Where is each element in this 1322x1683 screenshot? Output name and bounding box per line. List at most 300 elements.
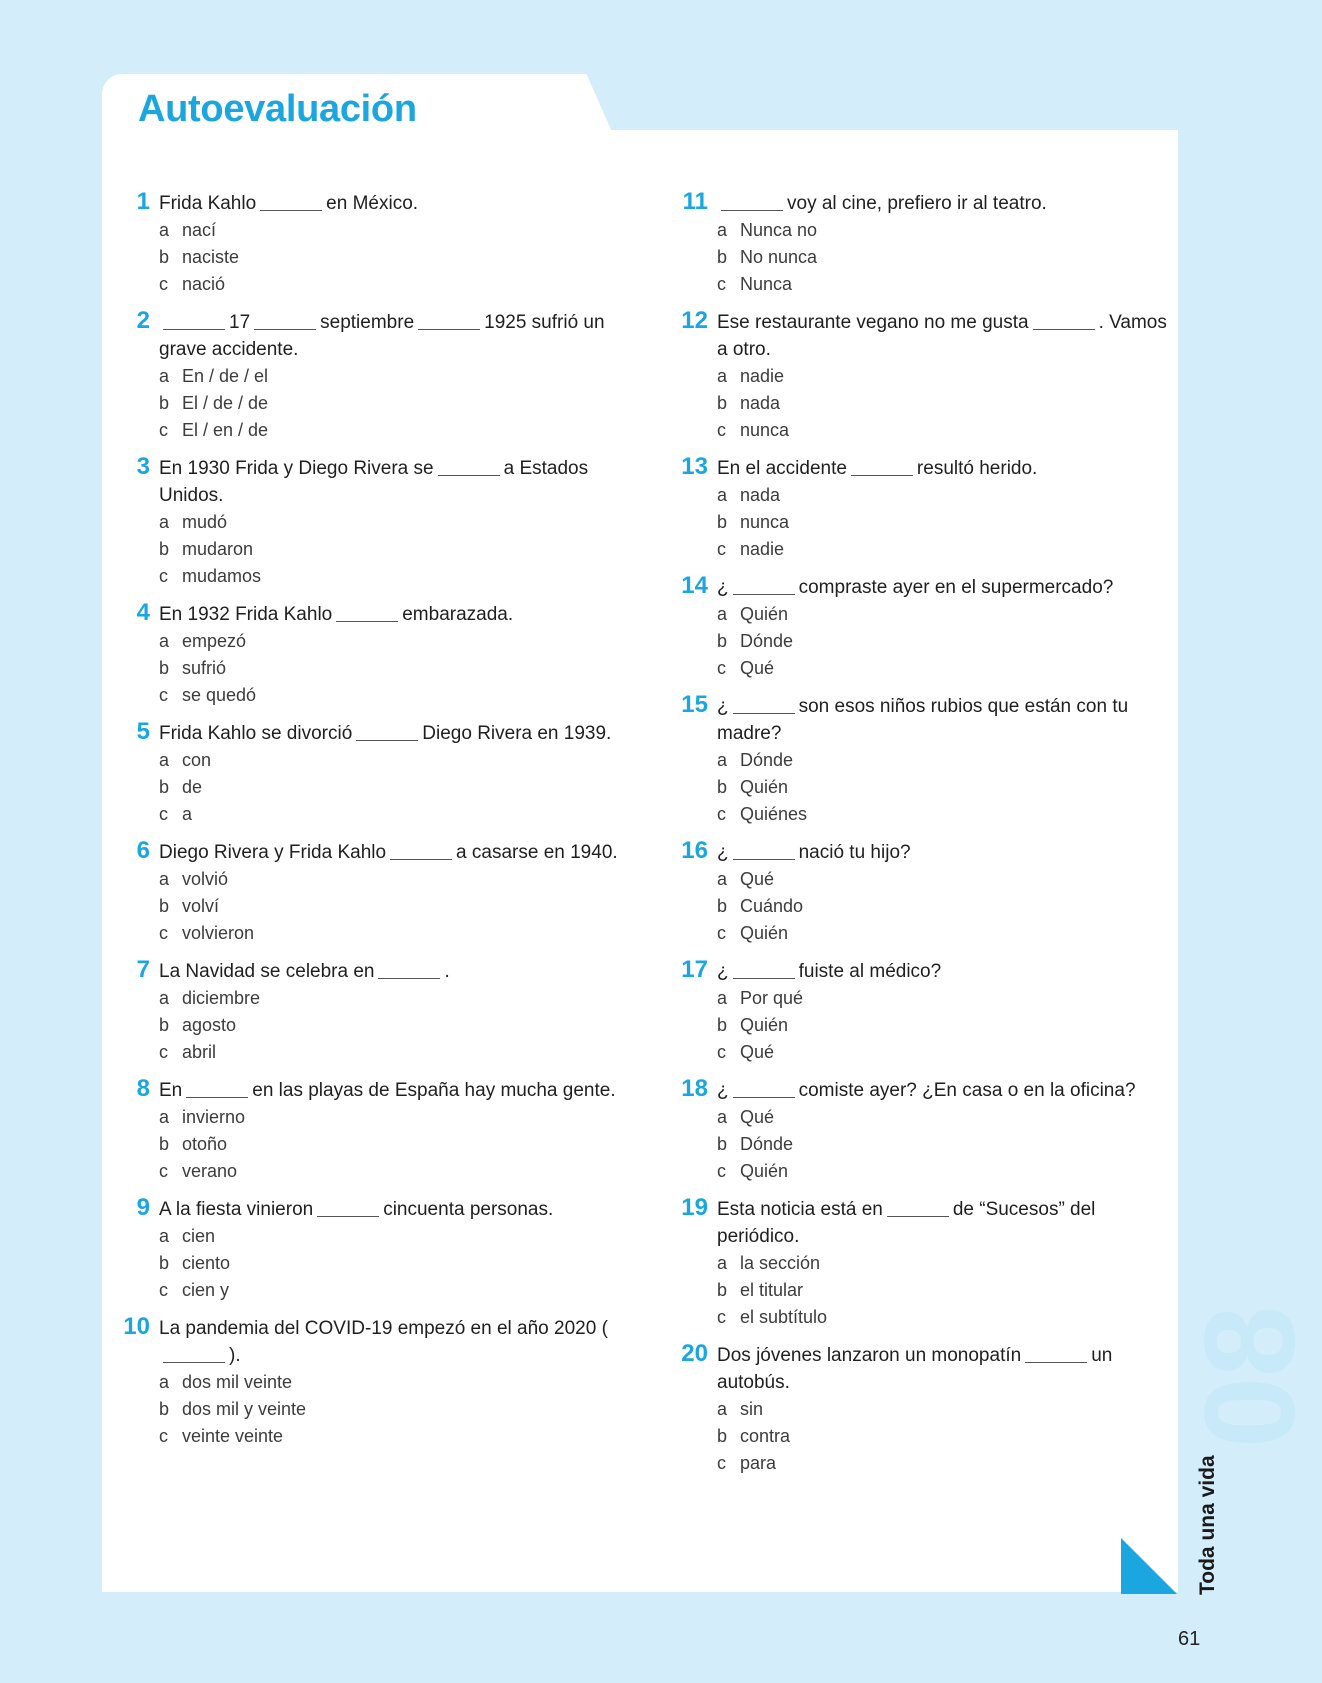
option-letter: c <box>717 1453 726 1473</box>
question-text-part: septiembre <box>320 312 415 333</box>
question-item <box>672 958 1168 1066</box>
option-text: cien <box>182 1226 216 1246</box>
option-letter: c <box>717 804 726 824</box>
option-text: Quién <box>740 1015 789 1035</box>
answer-blank <box>733 859 795 860</box>
answer-option <box>159 244 624 271</box>
answer-option <box>717 217 1168 244</box>
question-number: 19 <box>681 1194 708 1221</box>
question-number: 6 <box>136 837 150 864</box>
answer-blank <box>733 978 795 979</box>
question-text-part: voy al cine, prefiero ir al teatro. <box>787 193 1047 214</box>
question-item <box>672 839 1168 947</box>
option-letter: c <box>717 1161 726 1181</box>
option-text: invierno <box>182 1107 246 1127</box>
answer-option <box>717 1012 1168 1039</box>
option-text: Qué <box>740 1042 775 1062</box>
unit-number: 08 <box>1179 1305 1322 1448</box>
answer-option <box>717 747 1168 774</box>
answer-option <box>717 1104 1168 1131</box>
question-text <box>159 958 624 985</box>
question-number: 7 <box>136 956 150 983</box>
option-text: Quién <box>740 923 789 943</box>
question-text-part: Ese restaurante vegano no me gusta <box>717 312 1029 333</box>
option-text: Dónde <box>740 1134 794 1154</box>
option-letter: c <box>717 658 726 678</box>
option-text: contra <box>740 1426 791 1446</box>
option-text: para <box>740 1453 777 1473</box>
option-letter: b <box>159 1253 170 1273</box>
question-text-part: A la fiesta vinieron <box>159 1199 314 1220</box>
question-text-part: fuiste al médico? <box>798 961 942 982</box>
answer-option <box>159 1250 624 1277</box>
answer-blank <box>163 1362 225 1363</box>
answer-option <box>717 390 1168 417</box>
question-text <box>717 839 1168 866</box>
question-text-part: En el accidente <box>717 458 847 479</box>
answer-option <box>159 1369 624 1396</box>
option-letter: c <box>159 1042 168 1062</box>
answer-option <box>717 244 1168 271</box>
answer-option <box>159 363 624 390</box>
answer-option <box>159 774 624 801</box>
option-text: otoño <box>182 1134 228 1154</box>
option-text: diciembre <box>182 988 261 1008</box>
answer-blank <box>887 1216 949 1217</box>
option-letter: c <box>159 1426 168 1446</box>
option-letter: a <box>717 750 728 770</box>
option-text: nací <box>182 220 217 240</box>
answer-blank <box>336 621 398 622</box>
question-item <box>114 958 624 1066</box>
option-letter: b <box>159 247 170 267</box>
option-text: cien y <box>182 1280 230 1300</box>
question-text <box>717 574 1168 601</box>
question-number: 10 <box>123 1313 150 1340</box>
answer-option <box>717 628 1168 655</box>
question-text-part: ¿ <box>717 961 729 982</box>
option-letter: b <box>717 512 728 532</box>
question-item <box>114 190 624 298</box>
option-letter: a <box>159 1372 170 1392</box>
question-number: 20 <box>681 1340 708 1367</box>
answer-option <box>717 1131 1168 1158</box>
question-text-part: resultó herido. <box>916 458 1038 479</box>
question-text-part: embarazada. <box>402 604 514 625</box>
question-text <box>159 455 624 509</box>
option-letter: b <box>159 393 170 413</box>
question-text-part: 1925 sufrió un grave accidente. <box>159 312 605 360</box>
question-number: 13 <box>681 453 708 480</box>
option-text: sufrió <box>182 658 227 678</box>
option-letter: b <box>159 1134 170 1154</box>
question-text <box>717 1196 1168 1250</box>
question-number: 17 <box>681 956 708 983</box>
option-text: verano <box>182 1161 238 1181</box>
answer-option <box>717 417 1168 444</box>
question-text <box>717 1342 1168 1396</box>
option-text: dos mil veinte <box>182 1372 293 1392</box>
answer-option <box>717 985 1168 1012</box>
option-text: sin <box>740 1399 764 1419</box>
question-text <box>159 309 624 363</box>
answer-option <box>159 390 624 417</box>
question-number: 1 <box>136 188 150 215</box>
option-letter: c <box>159 1161 168 1181</box>
question-text <box>159 601 624 628</box>
question-item <box>114 601 624 709</box>
answer-option <box>717 774 1168 801</box>
option-letter: c <box>159 420 168 440</box>
question-number: 3 <box>136 453 150 480</box>
question-text-part: . <box>444 961 450 982</box>
option-letter: b <box>717 631 728 651</box>
option-letter: c <box>159 685 168 705</box>
answer-option <box>159 563 624 590</box>
option-text: Quién <box>740 777 789 797</box>
answer-option <box>717 1250 1168 1277</box>
answer-option <box>717 601 1168 628</box>
question-text <box>159 1077 624 1104</box>
option-text: mudamos <box>182 566 262 586</box>
question-item <box>672 1342 1168 1477</box>
option-letter: c <box>717 420 726 440</box>
answer-option <box>159 1039 624 1066</box>
answer-blank <box>1033 329 1095 330</box>
option-text: nada <box>740 485 781 505</box>
answer-option <box>159 509 624 536</box>
option-letter: b <box>159 658 170 678</box>
question-text-part: cincuenta personas. <box>383 1199 554 1220</box>
question-text-part: ). <box>229 1345 241 1366</box>
answer-option <box>159 628 624 655</box>
answer-option <box>717 1158 1168 1185</box>
answer-option <box>159 1158 624 1185</box>
option-text: naciste <box>182 247 240 267</box>
option-text: Qué <box>740 869 775 889</box>
option-letter: b <box>717 1426 728 1446</box>
answer-option <box>159 655 624 682</box>
option-text: el titular <box>740 1280 804 1300</box>
option-text: nada <box>740 393 781 413</box>
question-item <box>114 309 624 444</box>
question-text-part: son esos niños rubios que están con tu madre? <box>717 696 1129 744</box>
option-letter: a <box>717 485 728 505</box>
question-text-part: Diego Rivera en 1939. <box>422 723 612 744</box>
question-text-part: La pandemia del COVID-19 empezó en el año 2020 ( <box>159 1318 608 1339</box>
option-text: a <box>182 804 193 824</box>
question-item <box>114 1315 624 1450</box>
question-text <box>717 309 1168 363</box>
option-letter: b <box>159 777 170 797</box>
option-letter: c <box>717 274 726 294</box>
question-text-part: Dos jóvenes lanzaron un monopatín <box>717 1345 1022 1366</box>
answer-option <box>717 920 1168 947</box>
answer-option <box>717 482 1168 509</box>
option-text: veinte veinte <box>182 1426 284 1446</box>
option-letter: a <box>717 220 728 240</box>
option-letter: c <box>159 566 168 586</box>
question-item <box>672 693 1168 828</box>
answer-option <box>717 271 1168 298</box>
answer-blank <box>163 329 225 330</box>
answer-blank <box>186 1097 248 1098</box>
question-text-part: comiste ayer? ¿En casa o en la oficina? <box>798 1080 1136 1101</box>
answer-blank <box>260 210 322 211</box>
question-item <box>672 455 1168 563</box>
option-letter: b <box>717 247 728 267</box>
option-letter: b <box>717 896 728 916</box>
question-item <box>672 574 1168 682</box>
answer-blank <box>418 329 480 330</box>
option-text: Nunca <box>740 274 793 294</box>
option-text: volví <box>182 896 220 916</box>
option-letter: c <box>717 1042 726 1062</box>
answer-option <box>717 363 1168 390</box>
question-text-part: compraste ayer en el supermercado? <box>798 577 1114 598</box>
question-number: 12 <box>681 307 708 334</box>
option-letter: a <box>159 1107 170 1127</box>
question-text-part: nació tu hijo? <box>798 842 911 863</box>
option-text: mudaron <box>182 539 254 559</box>
option-text: El / en / de <box>182 420 269 440</box>
question-text-part: La Navidad se celebra en <box>159 961 375 982</box>
option-text: Dónde <box>740 750 794 770</box>
question-text-part: en México. <box>326 193 419 214</box>
question-text <box>717 693 1168 747</box>
answer-option <box>717 509 1168 536</box>
answer-blank <box>378 978 440 979</box>
answer-option <box>159 1223 624 1250</box>
question-number: 14 <box>681 572 708 599</box>
corner-triangle-decoration <box>1121 1538 1177 1594</box>
question-number: 9 <box>136 1194 150 1221</box>
option-text: agosto <box>182 1015 237 1035</box>
answer-option <box>159 985 624 1012</box>
question-text <box>717 190 1168 217</box>
option-text: Cuándo <box>740 896 804 916</box>
question-text-part: un autobús. <box>717 1345 1113 1393</box>
question-item <box>672 190 1168 298</box>
option-text: El / de / de <box>182 393 269 413</box>
option-letter: a <box>159 220 170 240</box>
option-text: volvieron <box>182 923 255 943</box>
option-text: nunca <box>740 512 790 532</box>
question-number: 5 <box>136 718 150 745</box>
answer-option <box>717 536 1168 563</box>
option-letter: c <box>717 539 726 559</box>
question-item <box>672 1196 1168 1331</box>
answer-option <box>717 1277 1168 1304</box>
option-letter: a <box>159 1226 170 1246</box>
option-text: nadie <box>740 366 785 386</box>
option-letter: b <box>717 393 728 413</box>
questions-column-left <box>114 190 624 1461</box>
question-text-part: Frida Kahlo se divorció <box>159 723 353 744</box>
question-number: 2 <box>136 307 150 334</box>
question-text <box>159 839 624 866</box>
question-text <box>159 720 624 747</box>
question-item <box>114 455 624 590</box>
question-number: 15 <box>681 691 708 718</box>
question-text-part: ¿ <box>717 1080 729 1101</box>
option-letter: b <box>159 1015 170 1035</box>
answer-option <box>717 1304 1168 1331</box>
answer-option <box>159 1396 624 1423</box>
option-text: abril <box>182 1042 217 1062</box>
answer-option <box>159 536 624 563</box>
question-number: 11 <box>682 188 708 215</box>
option-letter: b <box>159 539 170 559</box>
question-text-part: ¿ <box>717 696 729 717</box>
option-text: Nunca no <box>740 220 818 240</box>
question-text-part: En 1930 Frida y Diego Rivera se <box>159 458 434 479</box>
option-letter: b <box>159 1399 170 1419</box>
option-letter: a <box>717 1399 728 1419</box>
question-text-part: En <box>159 1080 183 1101</box>
question-text-part: en las playas de España hay mucha gente. <box>252 1080 616 1101</box>
option-text: con <box>182 750 212 770</box>
answer-option <box>717 1450 1168 1477</box>
option-text: nació <box>182 274 226 294</box>
answer-blank <box>721 210 783 211</box>
question-item <box>672 309 1168 444</box>
question-item <box>114 839 624 947</box>
answer-option <box>717 893 1168 920</box>
option-letter: a <box>159 512 170 532</box>
question-text <box>159 1196 624 1223</box>
question-text <box>717 958 1168 985</box>
option-letter: c <box>717 923 726 943</box>
question-text-part: a casarse en 1940. <box>456 842 618 863</box>
question-text-part: ¿ <box>717 842 729 863</box>
question-text <box>717 1077 1168 1104</box>
option-letter: a <box>159 988 170 1008</box>
option-text: mudó <box>182 512 228 532</box>
answer-option <box>717 1423 1168 1450</box>
answer-option <box>717 1039 1168 1066</box>
option-letter: b <box>159 896 170 916</box>
question-item <box>672 1077 1168 1185</box>
option-letter: c <box>717 1307 726 1327</box>
question-text <box>717 455 1168 482</box>
answer-blank <box>733 713 795 714</box>
option-letter: a <box>717 604 728 624</box>
option-letter: c <box>159 923 168 943</box>
question-text-part: 17 <box>229 312 251 333</box>
option-letter: a <box>159 631 170 651</box>
option-letter: a <box>717 869 728 889</box>
option-letter: b <box>717 1134 728 1154</box>
answer-option <box>159 417 624 444</box>
option-letter: a <box>717 988 728 1008</box>
option-text: dos mil y veinte <box>182 1399 307 1419</box>
answer-option <box>717 655 1168 682</box>
answer-option <box>159 893 624 920</box>
answer-option <box>159 682 624 709</box>
option-letter: a <box>159 750 170 770</box>
answer-option <box>717 801 1168 828</box>
answer-option <box>159 920 624 947</box>
answer-blank <box>390 859 452 860</box>
question-text-part: En 1932 Frida Kahlo <box>159 604 333 625</box>
option-text: nunca <box>740 420 790 440</box>
answer-option <box>159 271 624 298</box>
page-number: 61 <box>1178 1628 1201 1650</box>
question-text-part: ¿ <box>717 577 729 598</box>
question-item <box>114 1077 624 1185</box>
answer-option <box>159 217 624 244</box>
question-text-part: Esta noticia está en <box>717 1199 883 1220</box>
answer-option <box>159 1131 624 1158</box>
answer-option <box>159 1277 624 1304</box>
option-text: la sección <box>740 1253 821 1273</box>
answer-blank <box>438 475 500 476</box>
questions-column-right <box>672 190 1168 1488</box>
option-letter: b <box>717 777 728 797</box>
question-text <box>159 190 624 217</box>
option-letter: a <box>717 1107 728 1127</box>
page-title: Autoevaluación <box>138 88 417 130</box>
answer-blank <box>851 475 913 476</box>
answer-option <box>159 866 624 893</box>
answer-option <box>159 1012 624 1039</box>
option-letter: c <box>159 1280 168 1300</box>
option-text: En / de / el <box>182 366 269 386</box>
option-text: el subtítulo <box>740 1307 828 1327</box>
unit-title: Toda una vida <box>1196 1455 1219 1595</box>
option-text: No nunca <box>740 247 818 267</box>
option-text: Qué <box>740 658 775 678</box>
answer-blank <box>733 594 795 595</box>
option-letter: c <box>159 274 168 294</box>
answer-blank <box>254 329 316 330</box>
option-letter: c <box>159 804 168 824</box>
option-letter: b <box>717 1280 728 1300</box>
option-letter: a <box>717 366 728 386</box>
question-text <box>159 1315 624 1369</box>
answer-option <box>717 866 1168 893</box>
answer-option <box>159 747 624 774</box>
question-item <box>114 720 624 828</box>
option-letter: b <box>717 1015 728 1035</box>
question-text-part: Frida Kahlo <box>159 193 257 214</box>
answer-option <box>717 1396 1168 1423</box>
question-text-part: de “Sucesos” del periódico. <box>717 1199 1096 1247</box>
option-text: Qué <box>740 1107 775 1127</box>
option-text: volvió <box>182 869 229 889</box>
answer-option <box>159 1423 624 1450</box>
option-letter: a <box>159 366 170 386</box>
option-text: nadie <box>740 539 785 559</box>
option-text: ciento <box>182 1253 231 1273</box>
option-text: se quedó <box>182 685 257 705</box>
option-text: Quién <box>740 1161 789 1181</box>
question-text-part: . Vamos a otro. <box>717 312 1167 360</box>
answer-blank <box>317 1216 379 1217</box>
option-text: empezó <box>182 631 247 651</box>
option-text: Por qué <box>740 988 804 1008</box>
answer-blank <box>356 740 418 741</box>
option-letter: a <box>159 869 170 889</box>
question-text-part: Diego Rivera y Frida Kahlo <box>159 842 387 863</box>
question-number: 4 <box>136 599 150 626</box>
question-item <box>114 1196 624 1304</box>
question-number: 16 <box>681 837 708 864</box>
answer-blank <box>1025 1362 1087 1363</box>
option-text: Quién <box>740 604 789 624</box>
option-letter: a <box>717 1253 728 1273</box>
